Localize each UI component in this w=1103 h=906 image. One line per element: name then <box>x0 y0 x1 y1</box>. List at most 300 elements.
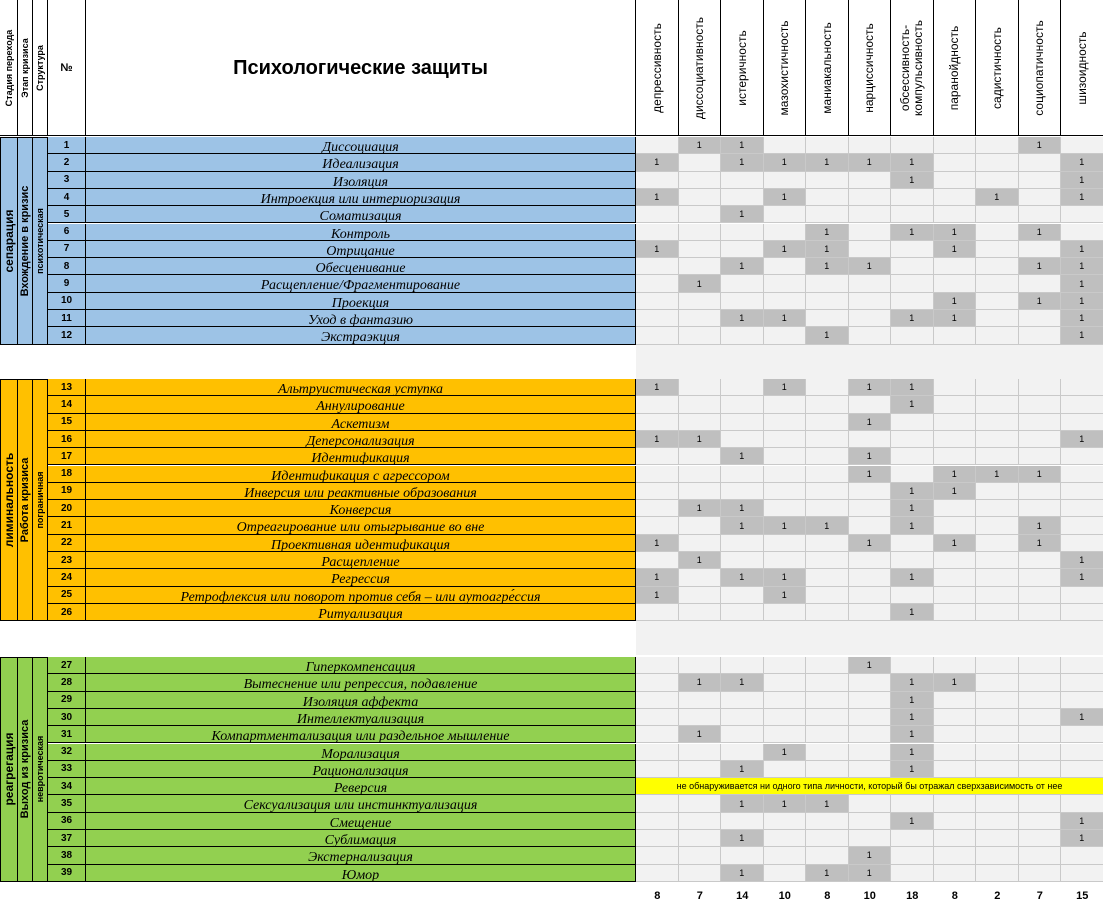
mark-cell: 1 <box>806 241 849 258</box>
empty-cell <box>849 744 892 761</box>
mark-cell: 1 <box>849 466 892 483</box>
empty-cell <box>976 414 1019 431</box>
empty-cell <box>679 709 722 726</box>
empty-cell <box>764 761 807 778</box>
empty-cell <box>849 172 892 189</box>
empty-cell <box>849 327 892 344</box>
defense-name: Отрицание <box>86 241 636 258</box>
empty-cell <box>806 657 849 674</box>
column-total: 15 <box>1076 890 1089 902</box>
empty-cell <box>764 327 807 344</box>
empty-cell <box>849 552 892 569</box>
mark-cell: 1 <box>891 483 934 500</box>
section-crisis-label: Выход из кризиса <box>19 720 31 819</box>
header-structure-cell <box>33 0 48 136</box>
column-total: 18 <box>906 890 919 902</box>
empty-cell <box>1061 379 1103 396</box>
empty-cell <box>764 726 807 743</box>
empty-cell <box>636 795 679 812</box>
empty-cell <box>806 379 849 396</box>
defense-name: Юмор <box>86 865 636 882</box>
empty-cell <box>1019 154 1062 171</box>
empty-cell <box>934 692 977 709</box>
empty-cell <box>679 604 722 621</box>
empty-cell <box>679 206 722 223</box>
empty-cell <box>1061 224 1103 241</box>
section-structure-label: пограничная <box>35 471 45 529</box>
empty-cell <box>1019 206 1062 223</box>
mark-cell: 1 <box>721 310 764 327</box>
mark-cell: 1 <box>806 517 849 534</box>
empty-cell <box>806 206 849 223</box>
empty-cell <box>806 813 849 830</box>
section-crisis-cell <box>18 379 33 621</box>
defense-name: Изоляция <box>86 172 636 189</box>
mark-cell: 1 <box>849 154 892 171</box>
section-structure-label: невротическая <box>35 736 45 803</box>
empty-cell <box>891 241 934 258</box>
empty-cell <box>1061 396 1103 413</box>
empty-cell <box>891 587 934 604</box>
mark-cell: 1 <box>1019 466 1062 483</box>
header-num-label: № <box>60 62 73 74</box>
section-stage-cell <box>0 379 18 621</box>
empty-cell <box>1019 275 1062 292</box>
empty-cell <box>806 310 849 327</box>
mark-cell: 1 <box>1061 327 1103 344</box>
mark-cell: 1 <box>721 448 764 465</box>
mark-cell: 1 <box>1019 137 1062 154</box>
row-number: 12 <box>48 327 86 344</box>
mark-cell: 1 <box>1061 813 1103 830</box>
empty-cell <box>721 431 764 448</box>
empty-cell <box>806 535 849 552</box>
empty-cell <box>636 552 679 569</box>
empty-cell <box>849 500 892 517</box>
empty-cell <box>636 865 679 882</box>
mark-cell: 1 <box>1061 189 1103 206</box>
type-header-label: маниакальность <box>819 22 834 114</box>
empty-cell <box>1061 795 1103 812</box>
mark-cell: 1 <box>721 137 764 154</box>
empty-cell <box>721 709 764 726</box>
section-crisis-label: Вхождение в кризис <box>19 185 31 297</box>
mark-cell: 1 <box>1019 293 1062 310</box>
mark-cell: 1 <box>636 535 679 552</box>
mark-cell: 1 <box>764 310 807 327</box>
column-total: 8 <box>951 890 958 902</box>
mark-cell: 1 <box>721 761 764 778</box>
empty-cell <box>764 483 807 500</box>
empty-cell <box>1019 414 1062 431</box>
empty-cell <box>976 517 1019 534</box>
empty-cell <box>849 517 892 534</box>
empty-cell <box>1061 137 1103 154</box>
empty-cell <box>721 692 764 709</box>
column-total: 10 <box>778 890 791 902</box>
empty-cell <box>679 865 722 882</box>
mark-cell: 1 <box>891 224 934 241</box>
empty-cell <box>679 830 722 847</box>
empty-cell <box>1019 500 1062 517</box>
empty-cell <box>636 692 679 709</box>
empty-cell <box>934 396 977 413</box>
mark-cell: 1 <box>1019 517 1062 534</box>
empty-cell <box>1019 604 1062 621</box>
mark-cell: 1 <box>721 517 764 534</box>
row-number: 17 <box>48 448 86 465</box>
row-number: 7 <box>48 241 86 258</box>
empty-cell <box>1061 674 1103 691</box>
empty-cell <box>976 379 1019 396</box>
mark-cell: 1 <box>891 154 934 171</box>
empty-cell <box>636 709 679 726</box>
column-total: 7 <box>696 890 703 902</box>
defense-name: Отреагирование или отыгрывание во вне <box>86 517 636 534</box>
mark-cell: 1 <box>891 172 934 189</box>
empty-cell <box>679 327 722 344</box>
mark-cell: 1 <box>764 241 807 258</box>
empty-cell <box>1061 744 1103 761</box>
header-row <box>0 0 1103 136</box>
empty-cell <box>764 847 807 864</box>
empty-cell <box>934 206 977 223</box>
row-number: 36 <box>48 813 86 830</box>
mark-cell: 1 <box>721 569 764 586</box>
type-header-4 <box>806 0 849 136</box>
mark-cell: 1 <box>679 137 722 154</box>
empty-cell <box>764 431 807 448</box>
type-header-label: социопатичность <box>1032 20 1047 116</box>
empty-cell <box>849 189 892 206</box>
mark-cell: 1 <box>721 154 764 171</box>
row-number: 38 <box>48 847 86 864</box>
empty-cell <box>806 830 849 847</box>
empty-cell <box>976 587 1019 604</box>
empty-cell <box>764 552 807 569</box>
mark-cell: 1 <box>679 500 722 517</box>
section-crisis-cell <box>18 657 33 882</box>
defense-name: Аннулирование <box>86 396 636 413</box>
empty-cell <box>636 813 679 830</box>
empty-cell <box>1019 692 1062 709</box>
defense-name: Ретрофлексия или поворот против себя – или аутоагре́ссия <box>86 587 636 604</box>
empty-cell <box>806 569 849 586</box>
empty-cell <box>1061 466 1103 483</box>
mark-cell: 1 <box>891 569 934 586</box>
row-number: 21 <box>48 517 86 534</box>
empty-cell <box>636 847 679 864</box>
empty-cell <box>849 275 892 292</box>
empty-cell <box>934 587 977 604</box>
empty-cell <box>1019 709 1062 726</box>
empty-cell <box>849 137 892 154</box>
defense-name: Ритуализация <box>86 604 636 621</box>
mark-cell: 1 <box>636 241 679 258</box>
empty-cell <box>636 206 679 223</box>
mark-cell: 1 <box>721 674 764 691</box>
empty-cell <box>849 293 892 310</box>
empty-cell <box>636 744 679 761</box>
empty-cell <box>1019 172 1062 189</box>
empty-cell <box>976 761 1019 778</box>
mark-cell: 1 <box>1061 310 1103 327</box>
empty-cell <box>934 569 977 586</box>
mark-cell: 1 <box>806 327 849 344</box>
mark-cell: 1 <box>891 813 934 830</box>
section-stage-label: лиминальность <box>1 452 16 548</box>
defense-name: Экстраэкция <box>86 327 636 344</box>
empty-cell <box>764 865 807 882</box>
mark-cell: 1 <box>1061 293 1103 310</box>
defense-name: Проективная идентификация <box>86 535 636 552</box>
defense-name: Диссоциация <box>86 137 636 154</box>
mark-cell: 1 <box>636 154 679 171</box>
empty-cell <box>976 692 1019 709</box>
mark-cell: 1 <box>636 379 679 396</box>
row-number: 6 <box>48 224 86 241</box>
empty-cell <box>1019 587 1062 604</box>
page-title: Психологические защиты <box>86 0 636 136</box>
empty-cell <box>934 431 977 448</box>
mark-cell: 1 <box>1061 552 1103 569</box>
defense-name: Деперсонализация <box>86 431 636 448</box>
empty-cell <box>721 379 764 396</box>
empty-cell <box>849 206 892 223</box>
empty-cell <box>891 657 934 674</box>
empty-cell <box>679 241 722 258</box>
defense-name: Компартментализация или раздельное мышление <box>86 726 636 743</box>
empty-cell <box>1019 310 1062 327</box>
empty-cell <box>934 275 977 292</box>
mark-cell: 1 <box>849 865 892 882</box>
empty-cell <box>679 813 722 830</box>
type-header-8 <box>976 0 1019 136</box>
empty-cell <box>891 535 934 552</box>
mark-cell: 1 <box>1061 830 1103 847</box>
mark-cell: 1 <box>806 865 849 882</box>
empty-cell <box>679 795 722 812</box>
empty-cell <box>976 241 1019 258</box>
empty-cell <box>764 258 807 275</box>
empty-cell <box>849 795 892 812</box>
empty-cell <box>934 327 977 344</box>
empty-cell <box>764 293 807 310</box>
mark-cell: 1 <box>721 795 764 812</box>
empty-cell <box>849 310 892 327</box>
mark-cell: 1 <box>891 604 934 621</box>
empty-cell <box>764 692 807 709</box>
empty-cell <box>934 830 977 847</box>
mark-cell: 1 <box>849 847 892 864</box>
type-header-label: паранойдность <box>947 25 962 111</box>
section-stage-label: сепарация <box>1 209 16 273</box>
mark-cell: 1 <box>891 674 934 691</box>
mark-cell: 1 <box>934 224 977 241</box>
mark-cell: 1 <box>636 569 679 586</box>
empty-cell <box>806 293 849 310</box>
defense-name: Уход в фантазию <box>86 310 636 327</box>
mark-cell: 1 <box>679 275 722 292</box>
mark-cell: 1 <box>1061 258 1103 275</box>
section-crisis-label: Работа кризиса <box>19 457 31 543</box>
defense-name: Вытеснение или репрессия, подавление <box>86 674 636 691</box>
defense-name: Идентификация с агрессором <box>86 466 636 483</box>
defense-name: Конверсия <box>86 500 636 517</box>
empty-cell <box>1019 327 1062 344</box>
empty-cell <box>934 709 977 726</box>
empty-cell <box>934 448 977 465</box>
empty-cell <box>976 830 1019 847</box>
empty-cell <box>934 414 977 431</box>
empty-cell <box>976 224 1019 241</box>
empty-cell <box>636 604 679 621</box>
empty-cell <box>806 448 849 465</box>
empty-cell <box>1061 517 1103 534</box>
empty-cell <box>934 154 977 171</box>
empty-cell <box>636 137 679 154</box>
header-structure-label: Структура <box>35 45 45 91</box>
empty-cell <box>636 448 679 465</box>
column-total: 8 <box>824 890 831 902</box>
empty-cell <box>1061 865 1103 882</box>
empty-cell <box>1061 535 1103 552</box>
empty-cell <box>849 431 892 448</box>
mark-cell: 1 <box>934 310 977 327</box>
empty-cell <box>806 587 849 604</box>
empty-cell <box>806 604 849 621</box>
empty-cell <box>976 674 1019 691</box>
row-number: 22 <box>48 535 86 552</box>
empty-cell <box>636 327 679 344</box>
empty-cell <box>679 657 722 674</box>
empty-cell <box>1061 726 1103 743</box>
empty-cell <box>976 206 1019 223</box>
mark-cell: 1 <box>891 692 934 709</box>
row-number: 19 <box>48 483 86 500</box>
empty-cell <box>764 657 807 674</box>
mark-cell: 1 <box>806 795 849 812</box>
mark-cell: 1 <box>891 744 934 761</box>
type-header-label: депрессивность <box>649 23 664 113</box>
empty-cell <box>1061 761 1103 778</box>
empty-cell <box>1019 552 1062 569</box>
column-total: 14 <box>736 890 749 902</box>
empty-cell <box>806 431 849 448</box>
mark-cell: 1 <box>849 258 892 275</box>
defense-name: Сублимация <box>86 830 636 847</box>
empty-cell <box>891 189 934 206</box>
mark-cell: 1 <box>1061 569 1103 586</box>
empty-cell <box>679 569 722 586</box>
mark-cell: 1 <box>1061 154 1103 171</box>
header-crisis-label: Этап кризиса <box>20 38 30 98</box>
empty-cell <box>976 795 1019 812</box>
empty-cell <box>1019 241 1062 258</box>
mark-cell: 1 <box>1061 431 1103 448</box>
empty-cell <box>1019 483 1062 500</box>
empty-cell <box>806 552 849 569</box>
empty-cell <box>1019 448 1062 465</box>
mark-cell: 1 <box>1061 275 1103 292</box>
column-total: 8 <box>654 890 661 902</box>
empty-cell <box>679 692 722 709</box>
mark-cell: 1 <box>721 206 764 223</box>
empty-cell <box>764 535 807 552</box>
row-number: 2 <box>48 154 86 171</box>
column-total: 7 <box>1036 890 1043 902</box>
type-header-6 <box>891 0 934 136</box>
empty-cell <box>934 379 977 396</box>
mark-cell: 1 <box>679 726 722 743</box>
empty-cell <box>806 396 849 413</box>
defense-name: Интеллектуализация <box>86 709 636 726</box>
empty-cell <box>1061 604 1103 621</box>
empty-cell <box>891 275 934 292</box>
column-total: 2 <box>994 890 1001 902</box>
empty-cell <box>721 172 764 189</box>
empty-cell <box>891 847 934 864</box>
row-number: 4 <box>48 189 86 206</box>
type-header-1 <box>679 0 722 136</box>
empty-cell <box>806 172 849 189</box>
empty-cell <box>849 709 892 726</box>
empty-cell <box>891 414 934 431</box>
mark-cell: 1 <box>891 726 934 743</box>
empty-cell <box>806 761 849 778</box>
empty-cell <box>934 865 977 882</box>
empty-cell <box>1019 830 1062 847</box>
defense-name: Контроль <box>86 224 636 241</box>
mark-cell: 1 <box>764 569 807 586</box>
empty-cell <box>849 674 892 691</box>
empty-cell <box>679 258 722 275</box>
empty-cell <box>1061 657 1103 674</box>
empty-cell <box>976 137 1019 154</box>
row-number: 29 <box>48 692 86 709</box>
mark-cell: 1 <box>891 761 934 778</box>
empty-cell <box>721 483 764 500</box>
empty-cell <box>636 761 679 778</box>
empty-cell <box>976 327 1019 344</box>
empty-cell <box>976 657 1019 674</box>
defense-name: Интроекция или интериоризация <box>86 189 636 206</box>
empty-cell <box>934 189 977 206</box>
mark-cell: 1 <box>934 241 977 258</box>
row-number: 13 <box>48 379 86 396</box>
section-gap-grey-1 <box>636 621 1103 655</box>
type-header-label: садистичность <box>989 27 1004 109</box>
empty-cell <box>891 552 934 569</box>
row-number: 11 <box>48 310 86 327</box>
empty-cell <box>636 466 679 483</box>
empty-cell <box>636 258 679 275</box>
empty-cell <box>764 466 807 483</box>
empty-cell <box>891 795 934 812</box>
empty-cell <box>891 448 934 465</box>
empty-cell <box>934 744 977 761</box>
empty-cell <box>636 310 679 327</box>
empty-cell <box>1019 657 1062 674</box>
defense-name: Расщепление/Фрагментирование <box>86 275 636 292</box>
type-header-10 <box>1061 0 1103 136</box>
mark-cell: 1 <box>764 379 807 396</box>
empty-cell <box>849 830 892 847</box>
empty-cell <box>806 275 849 292</box>
empty-cell <box>636 483 679 500</box>
empty-cell <box>806 189 849 206</box>
empty-cell <box>636 396 679 413</box>
